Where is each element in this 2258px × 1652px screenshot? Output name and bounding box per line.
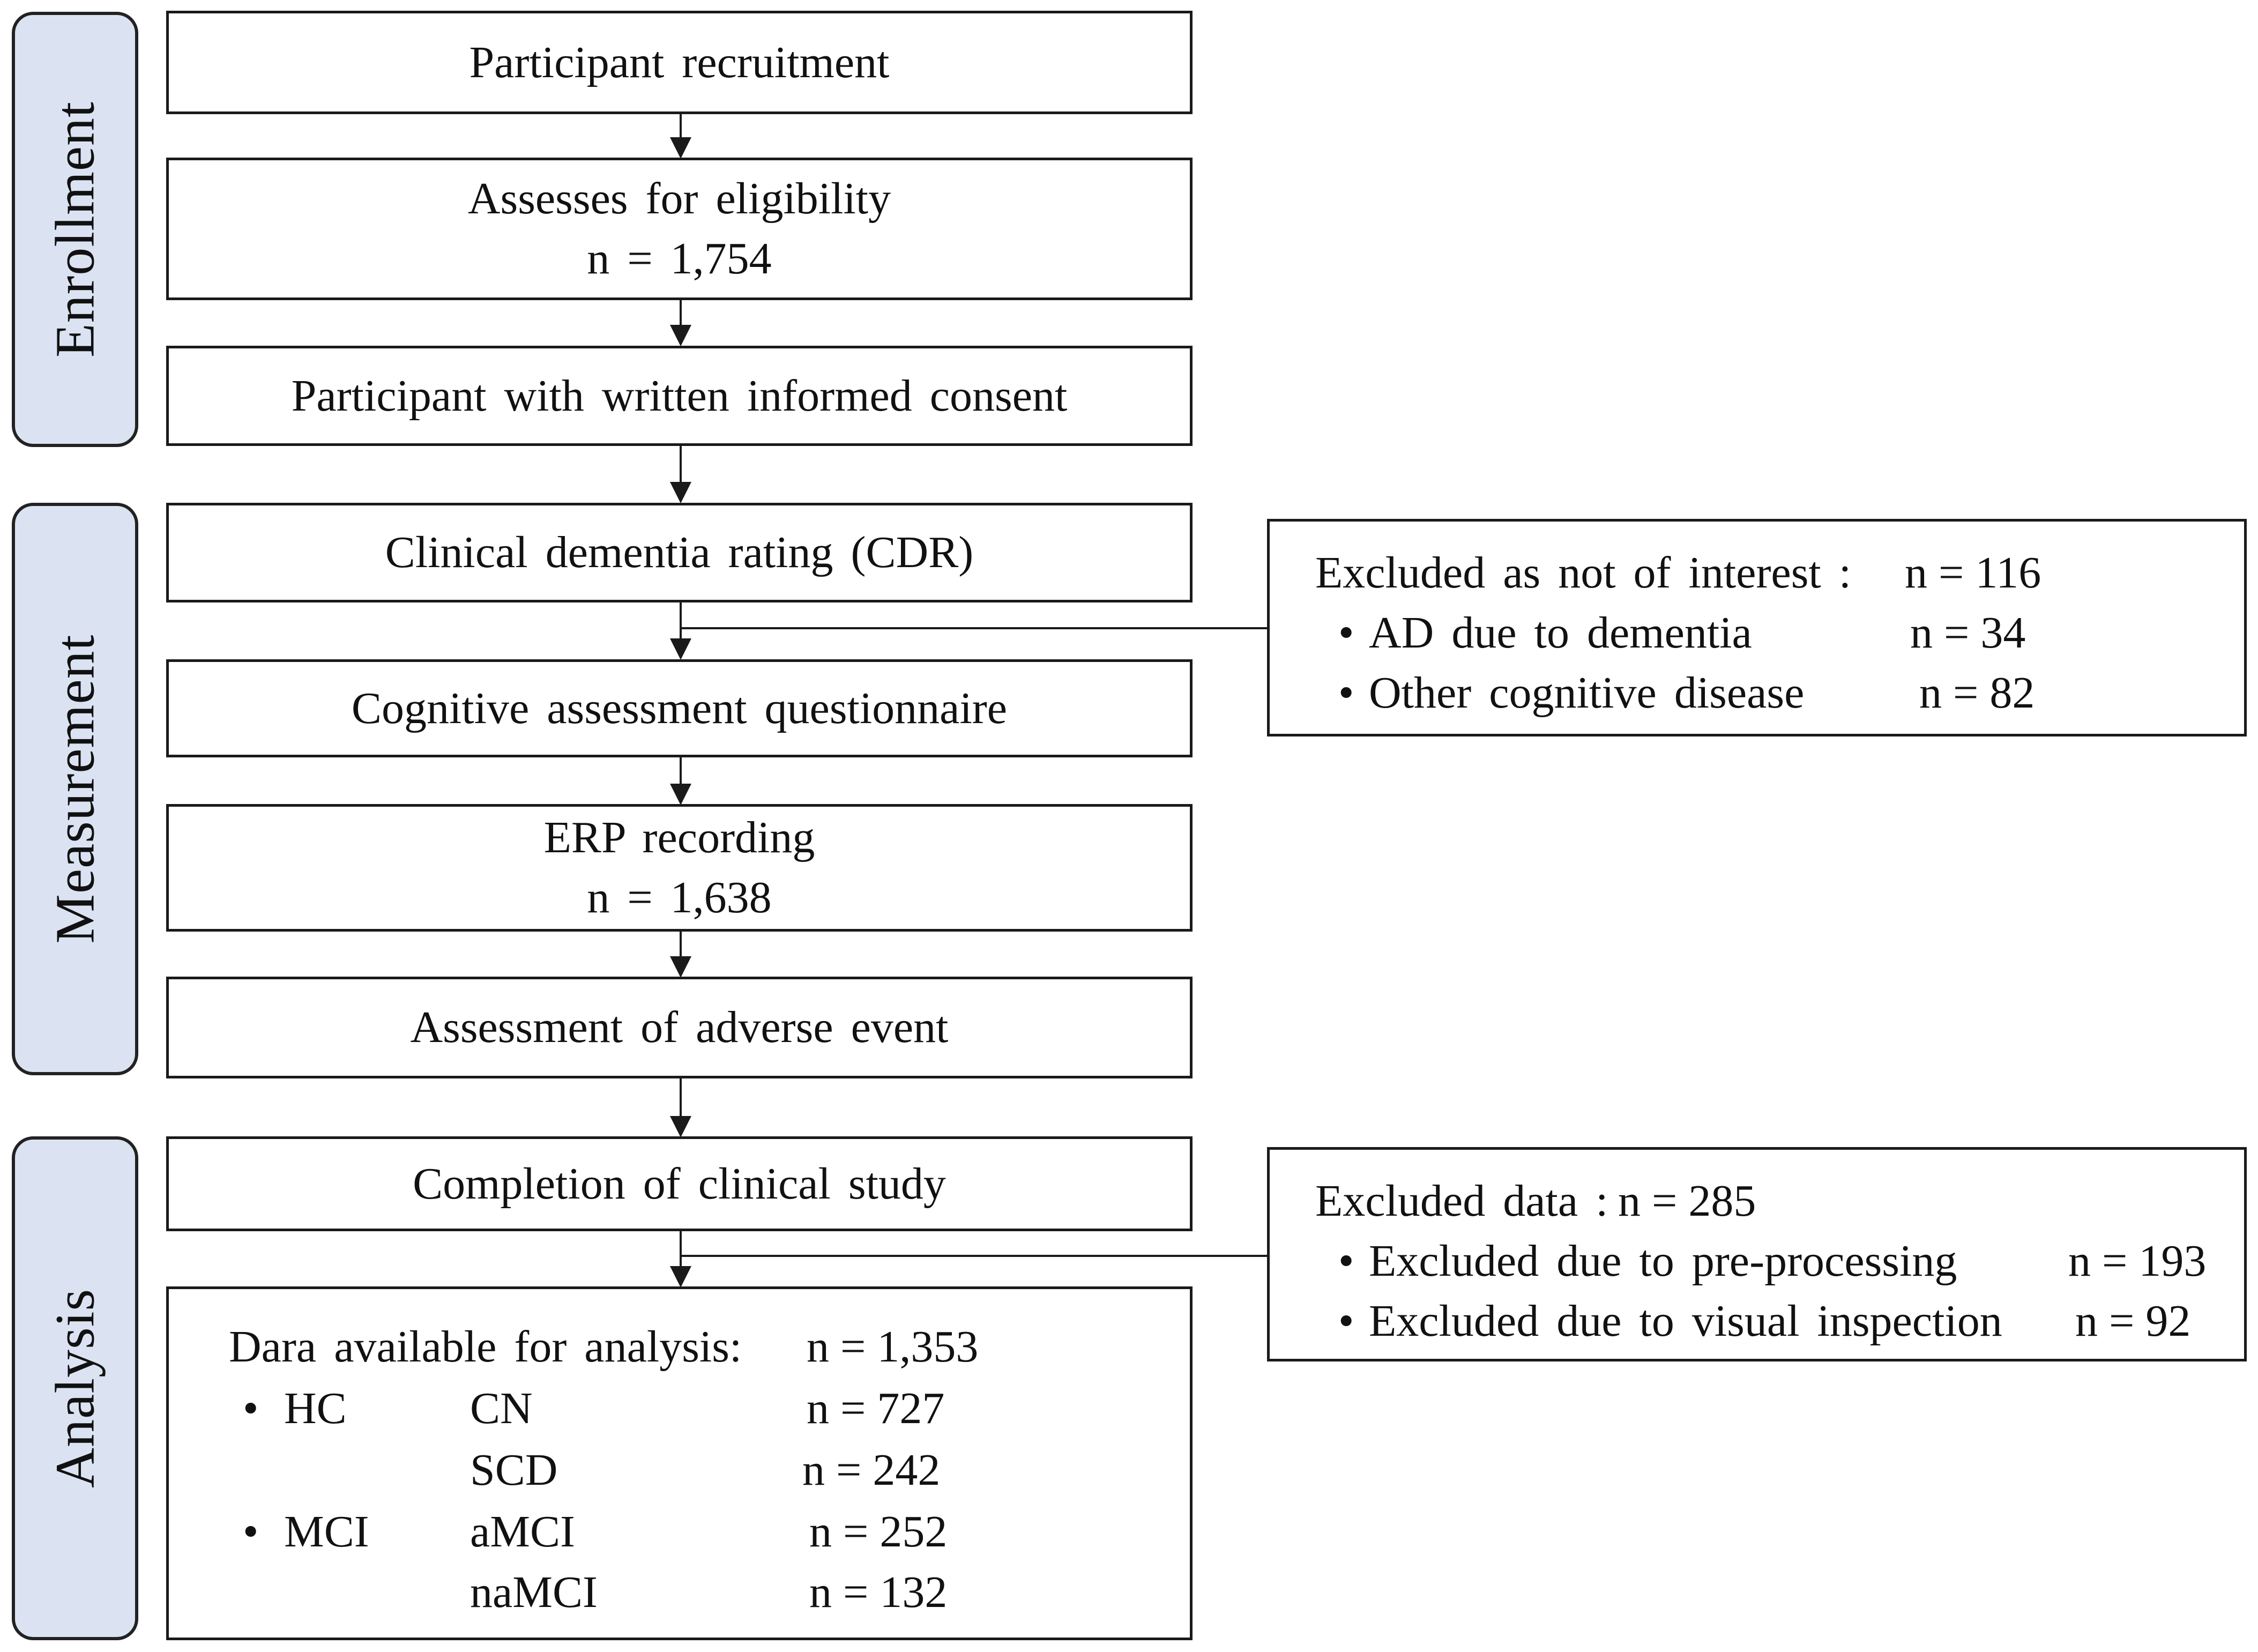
phase-measurement bbox=[12, 503, 138, 1075]
analysis-total: n = 1,353 bbox=[807, 1322, 979, 1372]
step-recruitment bbox=[166, 11, 1193, 114]
step-consent-label: Participant with written informed consent bbox=[291, 370, 1068, 421]
excluded-data-total: n = 285 bbox=[1618, 1176, 1756, 1226]
excluded-data-bullet-2: • bbox=[1338, 1296, 1354, 1346]
excluded-data-item-1-count: n = 193 bbox=[2068, 1236, 2207, 1286]
excluded-data-box bbox=[1267, 1147, 2247, 1361]
step-consent bbox=[166, 346, 1193, 446]
step-adverse bbox=[166, 977, 1193, 1078]
excluded-interest-title: Excluded as not of interest : bbox=[1315, 548, 1852, 598]
excluded-interest-item-1-count: n = 34 bbox=[1910, 608, 2026, 658]
phase-enrollment-label: Enrollment bbox=[44, 101, 106, 358]
scd-label: SCD bbox=[470, 1445, 558, 1495]
step-cdr bbox=[166, 503, 1193, 602]
step-recruitment-label: Participant recruitment bbox=[469, 37, 890, 87]
step-erp-count: n = 1,638 bbox=[587, 873, 772, 922]
analysis-title: Dara available for analysis: bbox=[229, 1322, 742, 1372]
excluded-interest-item-2-count: n = 82 bbox=[1919, 668, 2035, 718]
scd-count: n = 242 bbox=[802, 1445, 941, 1495]
step-cdr-label: Clinical dementia rating (CDR) bbox=[385, 527, 974, 577]
excluded-data-item-2-count: n = 92 bbox=[2075, 1296, 2191, 1346]
amci-label: aMCI bbox=[470, 1507, 575, 1557]
step-completion bbox=[166, 1136, 1193, 1231]
step-eligibility bbox=[166, 158, 1193, 300]
excluded-data-item-1: Excluded due to pre-processing bbox=[1369, 1236, 1957, 1286]
excluded-interest-bullet-2: • bbox=[1338, 668, 1354, 718]
phase-enrollment bbox=[12, 12, 138, 447]
hc-bullet: • bbox=[243, 1383, 259, 1433]
phase-analysis bbox=[12, 1136, 138, 1640]
excluded-data-item-2: Excluded due to visual inspection bbox=[1369, 1296, 2002, 1346]
excluded-data-title: Excluded data : bbox=[1315, 1176, 1608, 1226]
excluded-interest-total: n = 116 bbox=[1905, 548, 2041, 598]
mci-bullet: • bbox=[243, 1507, 259, 1557]
step-eligibility-count: n = 1,754 bbox=[587, 234, 772, 284]
excluded-interest-item-2: Other cognitive disease bbox=[1369, 668, 1805, 718]
step-erp-label: ERP recording bbox=[543, 813, 815, 862]
hc-label: HC bbox=[284, 1383, 347, 1433]
excluded-data-bullet-1: • bbox=[1338, 1236, 1354, 1286]
step-cognitive bbox=[166, 659, 1193, 757]
excluded-interest-bullet-1: • bbox=[1338, 608, 1354, 658]
amci-count: n = 252 bbox=[809, 1507, 948, 1557]
step-completion-label: Completion of clinical study bbox=[413, 1158, 946, 1209]
step-adverse-label: Assessment of adverse event bbox=[410, 1002, 949, 1052]
namci-count: n = 132 bbox=[809, 1567, 948, 1617]
step-erp bbox=[166, 804, 1193, 932]
excluded-interest-item-1: AD due to dementia bbox=[1369, 608, 1752, 658]
phase-analysis-label: Analysis bbox=[44, 1289, 106, 1488]
phase-measurement-label: Measurement bbox=[44, 634, 106, 944]
cn-count: n = 727 bbox=[807, 1383, 945, 1433]
cn-label: CN bbox=[470, 1383, 533, 1433]
step-cognitive-label: Cognitive assessment questionnaire bbox=[351, 683, 1008, 733]
step-eligibility-label: Assesses for eligibility bbox=[467, 174, 891, 224]
namci-label: naMCI bbox=[470, 1567, 598, 1617]
excluded-interest-box bbox=[1267, 519, 2247, 736]
mci-label: MCI bbox=[284, 1507, 369, 1557]
analysis-data-box bbox=[166, 1286, 1193, 1640]
